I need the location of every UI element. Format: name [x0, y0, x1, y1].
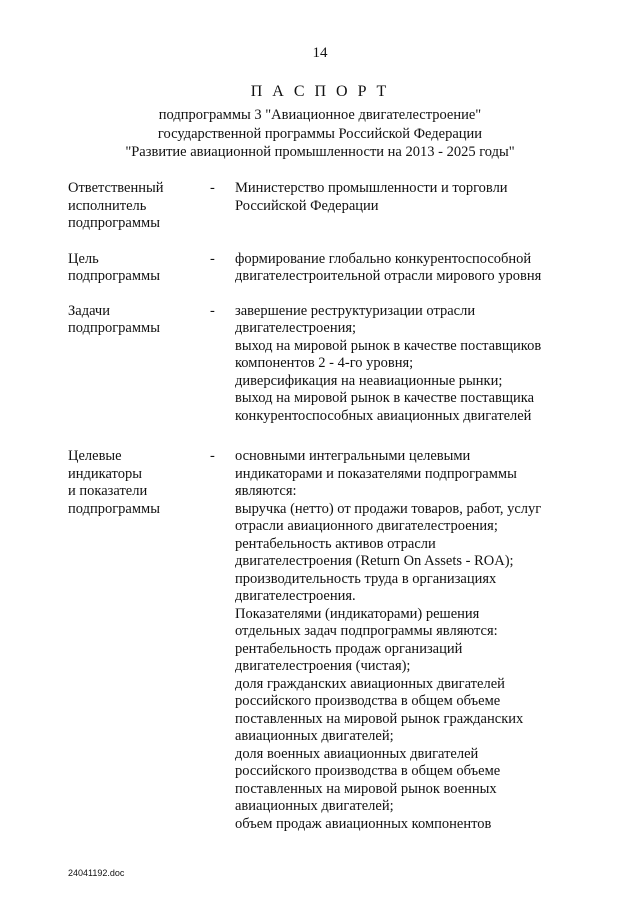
value-line: двигателестроения (чистая); — [235, 658, 411, 674]
row-label — [68, 448, 204, 518]
label-line: Целевые — [68, 448, 122, 464]
row-value — [235, 251, 575, 286]
value-line: российского производства в общем объеме — [235, 693, 501, 709]
value-line: рентабельность продаж организаций — [235, 640, 463, 657]
value-line: Российской Федерации — [235, 197, 379, 214]
passport-row-indicators — [0, 448, 640, 833]
document-subtitle — [0, 106, 640, 162]
value-line: выход на мировой рынок в качестве поставщиков — [235, 337, 542, 354]
label-line: исполнитель — [68, 197, 147, 214]
value-line: доля гражданских авиационных двигателей — [235, 675, 505, 692]
page-number: 14 — [312, 45, 328, 61]
value-line: индикаторами и показателями подпрограммы — [235, 465, 517, 482]
label-line: индикаторы — [68, 465, 142, 482]
value-line: отрасли авиационного двигателестроения; — [235, 518, 498, 534]
value-line: являются: — [235, 483, 297, 499]
label-line: Цель — [68, 250, 99, 267]
value-line: двигателестроения. — [235, 588, 356, 604]
value-line: доля военных авиационных двигателей — [235, 745, 479, 762]
value-line: компонентов 2 - 4-го уровня; — [235, 355, 414, 371]
value-line: производительность труда в организациях — [235, 570, 497, 587]
passport-row-goal — [0, 251, 640, 286]
value-line: поставленных на мировой рынок гражданских — [235, 710, 524, 727]
value-line: Показателями (индикаторами) решения — [235, 605, 480, 622]
passport-row-responsible — [0, 180, 640, 233]
value-line: конкурентоспособных авиационных двигателей — [235, 407, 532, 424]
passport-row-tasks — [0, 303, 640, 426]
label-line: подпрограммы — [68, 500, 160, 517]
label-line: и показатели — [68, 483, 148, 499]
label-line: Задачи — [68, 302, 110, 319]
passport-table — [0, 180, 640, 833]
row-value — [235, 180, 575, 215]
row-value — [235, 448, 575, 833]
label-line: подпрограммы — [68, 215, 160, 231]
row-dash: - — [210, 448, 215, 464]
subtitle-line: подпрограммы 3 "Авиационное двигателестроение" — [158, 107, 482, 123]
value-line: формирование глобально конкурентоспособной — [235, 250, 532, 267]
value-line: выход на мировой рынок в качестве поставщика — [235, 390, 535, 406]
subtitle-line: государственной программы Российской Федерации — [157, 125, 483, 142]
value-line: основными интегральными целевыми — [235, 448, 471, 464]
label-line: подпрограммы — [68, 268, 160, 284]
value-line: поставленных на мировой рынок военных — [235, 780, 497, 797]
row-dash: - — [210, 180, 215, 196]
label-line: Ответственный — [68, 180, 164, 196]
value-line: Министерство промышленности и торговли — [235, 180, 508, 196]
value-line: объем продаж авиационных компонентов — [235, 815, 492, 832]
value-line: двигателестроения; — [235, 320, 357, 336]
row-value — [235, 303, 575, 426]
label-line: подпрограммы — [68, 320, 160, 336]
row-label — [68, 251, 204, 286]
row-dash: - — [210, 302, 215, 319]
value-line: диверсификация на неавиационные рынки; — [235, 372, 503, 389]
file-name-footer: 24041192.doc — [68, 868, 125, 878]
row-dash: - — [210, 250, 215, 267]
value-line: отдельных задач подпрограммы являются: — [235, 623, 498, 639]
row-label — [68, 303, 204, 338]
value-line: завершение реструктуризации отрасли — [235, 302, 476, 319]
value-line: авиационных двигателей; — [235, 798, 394, 814]
subtitle-line: "Развитие авиационной промышленности на 2013 - 2025 годы" — [125, 144, 515, 160]
value-line: авиационных двигателей; — [235, 728, 394, 744]
value-line: двигателестроительной отрасли мирового уровня — [235, 268, 542, 284]
document-title: П А С П О Р Т — [250, 83, 390, 100]
value-line: выручка (нетто) от продажи товаров, работ, услуг — [235, 500, 542, 517]
value-line: двигателестроения (Return On Assets - ROA); — [235, 553, 514, 569]
row-label — [68, 180, 204, 233]
value-line: российского производства в общем объеме — [235, 763, 501, 779]
value-line: рентабельность активов отрасли — [235, 535, 436, 552]
